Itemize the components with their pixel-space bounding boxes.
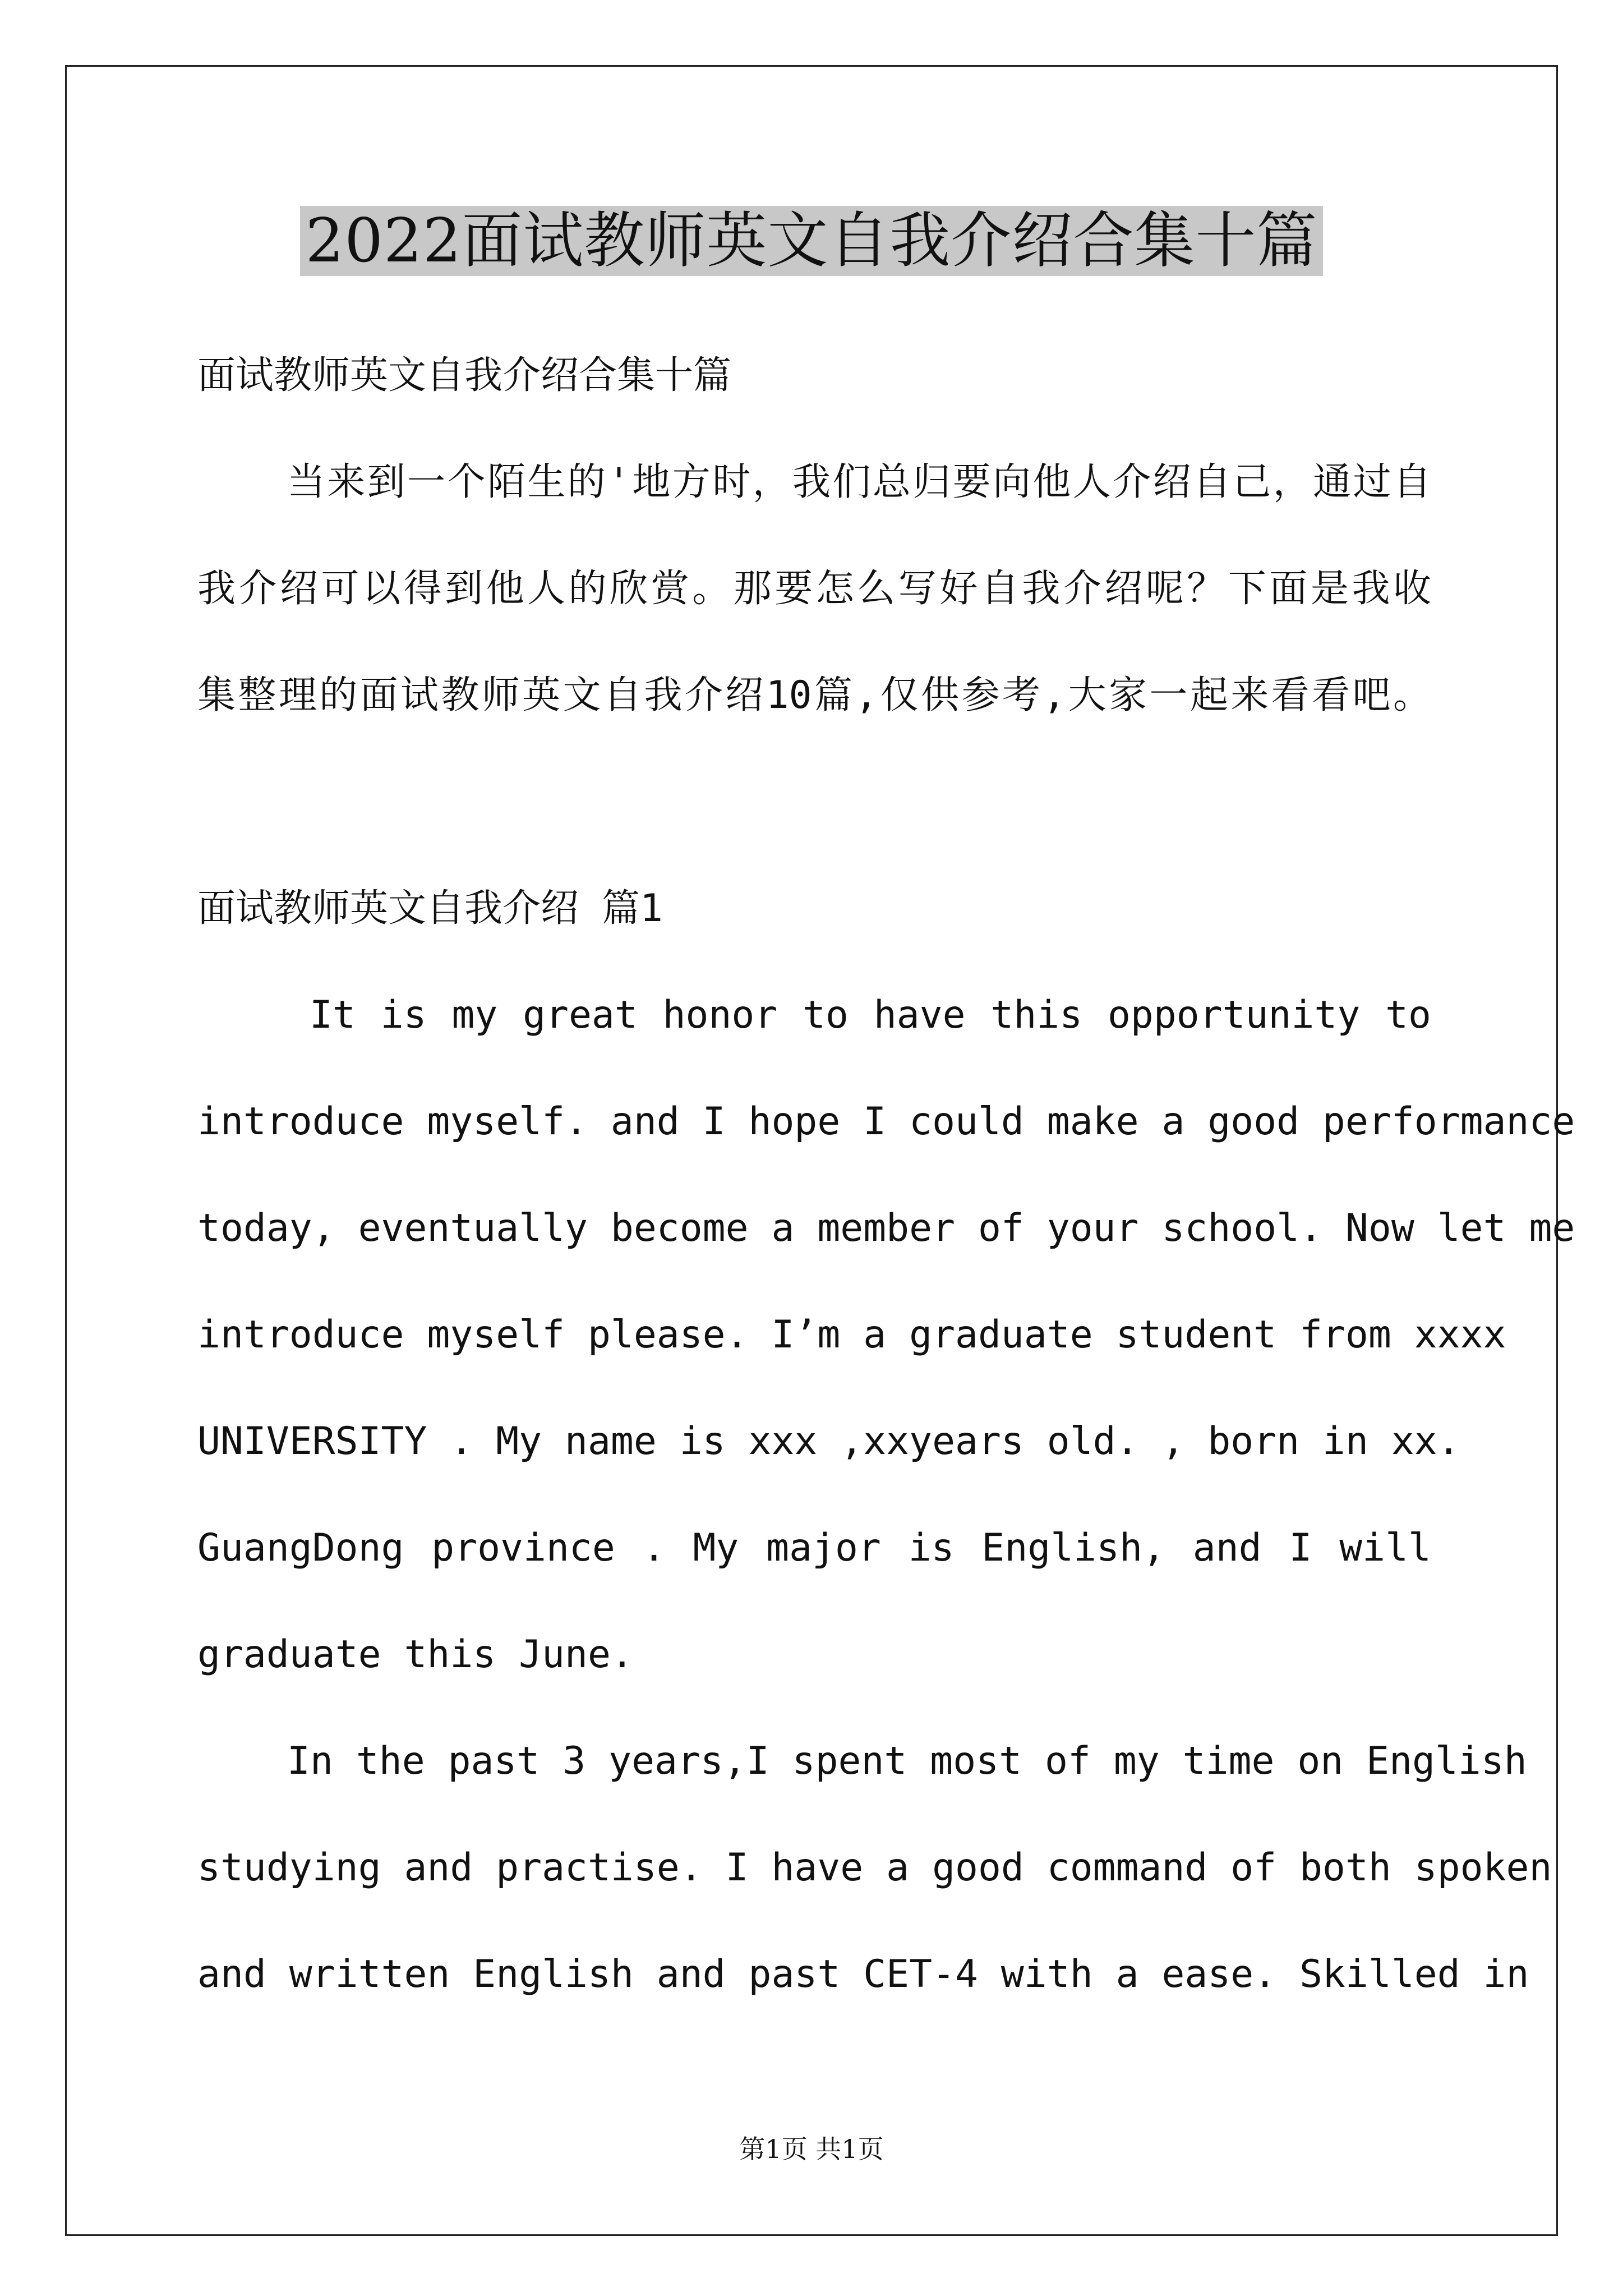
para1-line-7: graduate this June. [197, 1632, 634, 1677]
subtitle: 面试教师英文自我介绍合集十篇 [197, 353, 732, 398]
title-text: 2022面试教师英文自我介绍合集十篇 [300, 206, 1324, 276]
para1-line-3: today, eventually become a member of your school. Now let me [197, 1206, 1575, 1250]
para2-line-1: In the past 3 years,I spent most of my time on English [287, 1739, 1527, 1783]
intro-line-3: 集整理的面试教师英文自我介绍10篇,仅供参考,大家一起来看看吧。 [197, 673, 1431, 717]
intro-line-2: 我介绍可以得到他人的欣赏。那要怎么写好自我介绍呢？下面是我收 [197, 567, 1431, 611]
para1-line-1: It is my great honor to have this opportunity to [310, 993, 1431, 1037]
para2-line-2: studying and practise. I have a good command of both spoken [197, 1846, 1552, 1890]
para1-line-6: GuangDong province . My major is English, and I will [197, 1526, 1431, 1570]
para1-line-4: introduce myself please. I’m a graduate student from xxxx [197, 1313, 1506, 1357]
intro-line-1: 当来到一个陌生的'地方时，我们总归要向他人介绍自己，通过自 [287, 460, 1431, 504]
section-heading-1: 面试教师英文自我介绍 篇1 [197, 886, 663, 931]
page-footer: 第1页 共1页 [739, 2134, 884, 2164]
para1-line-2: introduce myself. and I hope I could make a good performance [197, 1099, 1575, 1144]
document-title [0, 199, 1623, 283]
para2-line-3: and written English and past CET-4 with a ease. Skilled in [197, 1952, 1529, 1996]
para1-line-5: UNIVERSITY . My name is xxx ,xxyears old. , born in xx. [197, 1419, 1460, 1464]
